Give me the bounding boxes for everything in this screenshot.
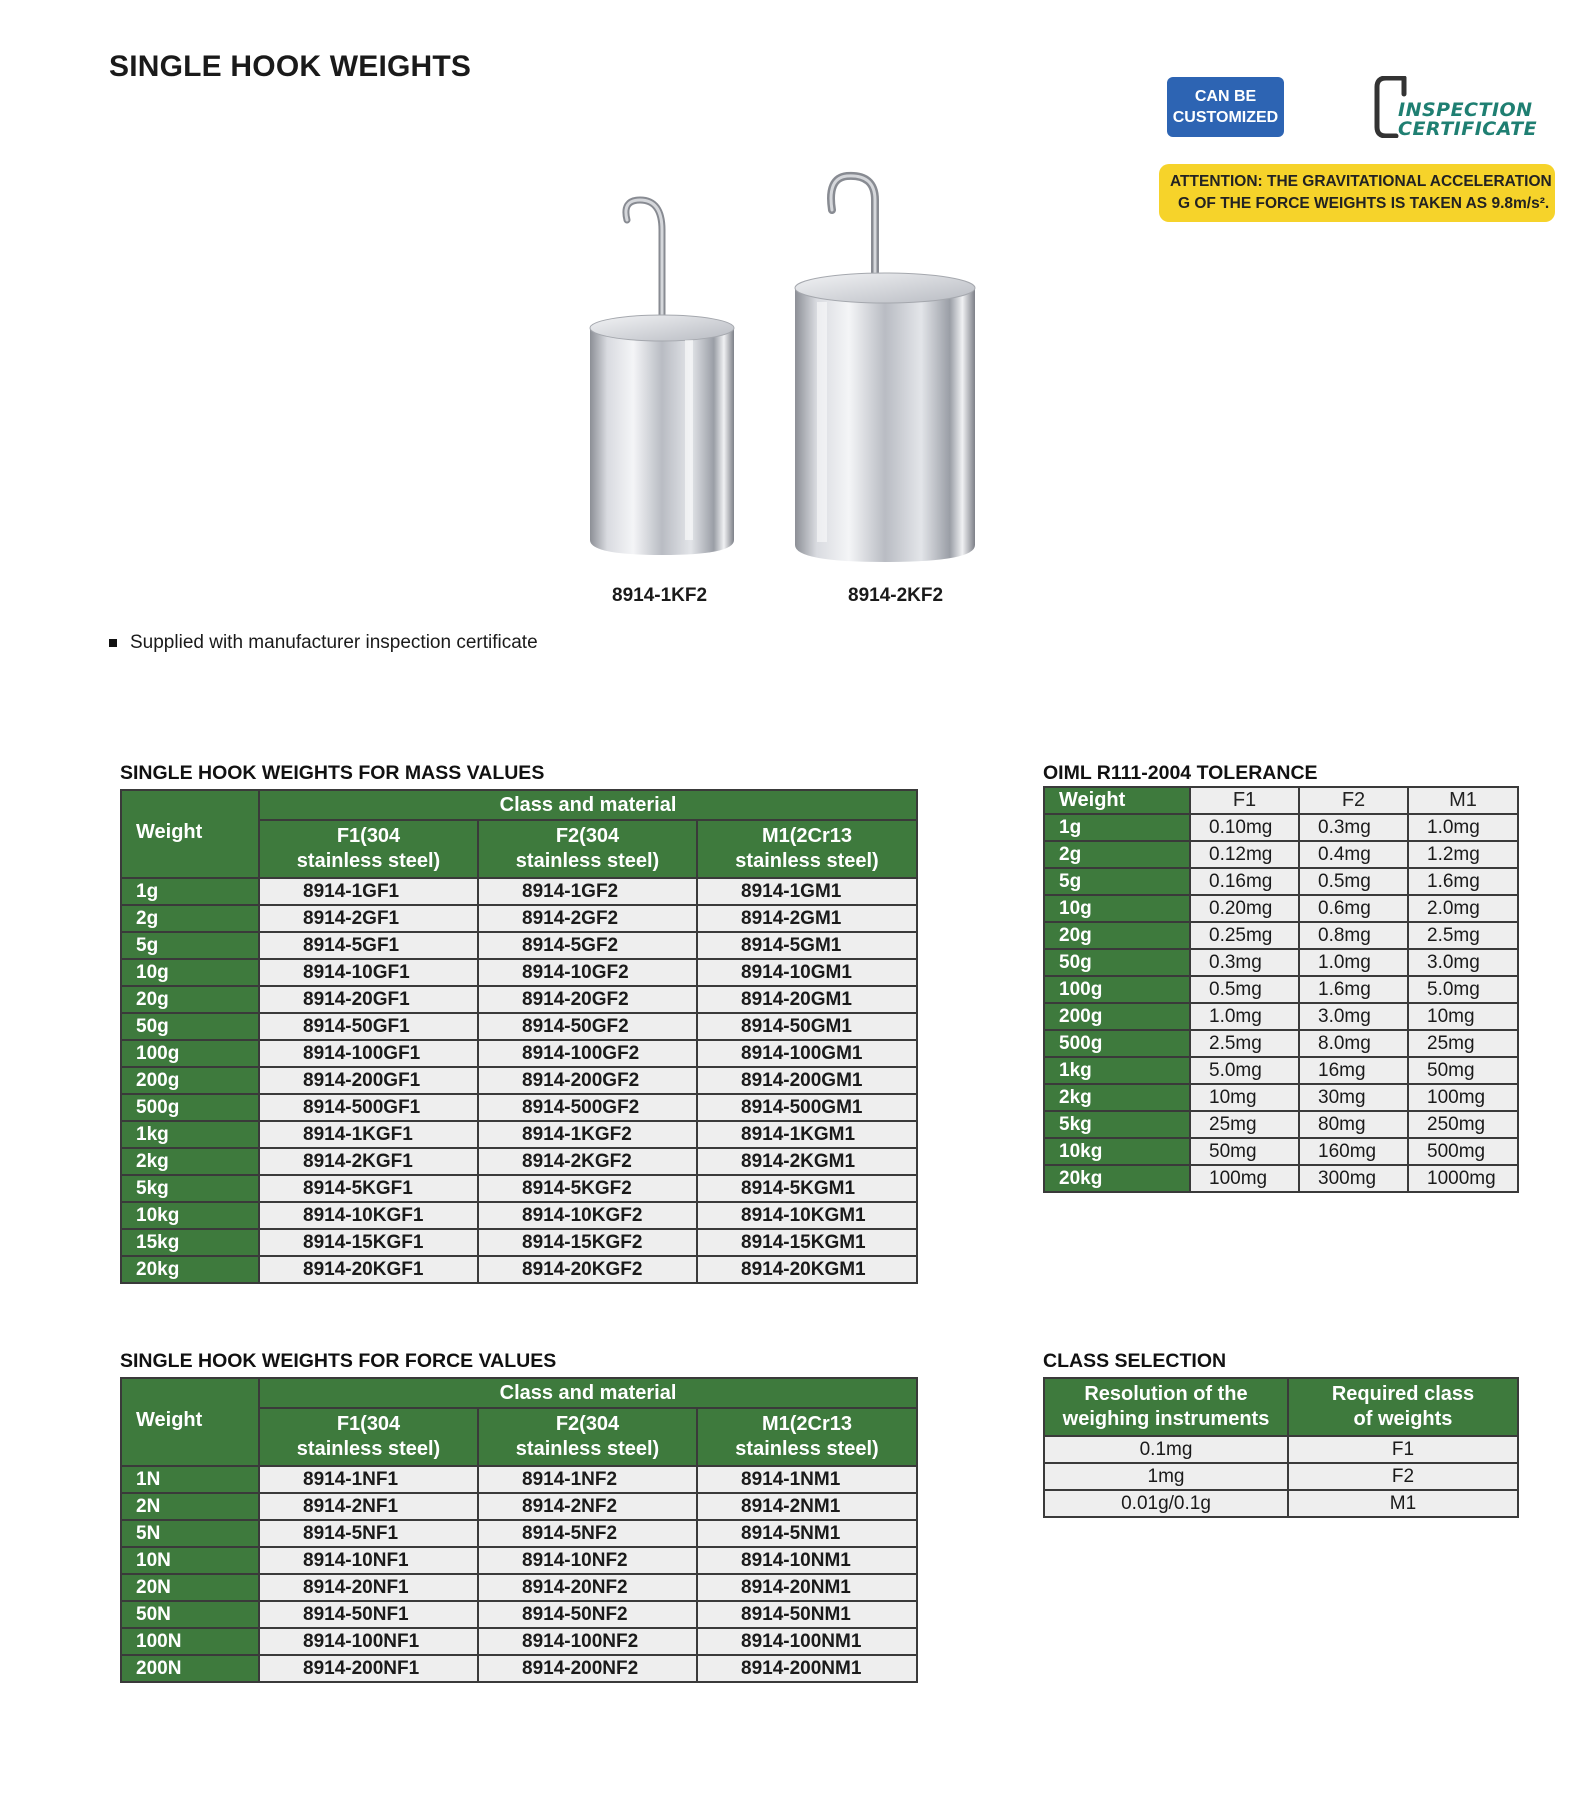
tolerance-m1-cell: 10mg xyxy=(1408,1003,1518,1030)
inspection-certificate-logo xyxy=(1374,76,1556,138)
table-row xyxy=(1044,1138,1518,1165)
weight-cell: 10kg xyxy=(121,1202,259,1229)
tolerance-f1-cell: 0.16mg xyxy=(1190,868,1299,895)
table-row xyxy=(121,1520,917,1547)
tolerance-f1-cell: 2.5mg xyxy=(1190,1030,1299,1057)
f2-code-cell: 8914-100NF2 xyxy=(478,1628,697,1655)
f2-code-cell: 8914-5NF2 xyxy=(478,1520,697,1547)
class-material-header: Class and material xyxy=(259,1378,917,1408)
f1-column-header: F1(304 stainless steel) xyxy=(259,1408,478,1466)
tolerance-f2-cell: 8.0mg xyxy=(1299,1030,1408,1057)
tolerance-f2-cell: 80mg xyxy=(1299,1111,1408,1138)
large-hook-weight xyxy=(795,176,975,562)
tolerance-f2-cell: 0.4mg xyxy=(1299,841,1408,868)
m1-code-cell: 8914-200GM1 xyxy=(697,1067,917,1094)
weight-cell: 5g xyxy=(121,932,259,959)
f2-code-cell: 8914-2KGF2 xyxy=(478,1148,697,1175)
tolerance-m1-cell: 1000mg xyxy=(1408,1165,1518,1192)
table-row xyxy=(1044,976,1518,1003)
page-title: SINGLE HOOK WEIGHTS xyxy=(109,50,472,83)
table-row xyxy=(1044,895,1518,922)
f2-code-cell: 8914-15KGF2 xyxy=(478,1229,697,1256)
tolerance-table-title: OIML R111-2004 TOLERANCE xyxy=(1043,762,1318,784)
weight-cell: 100N xyxy=(121,1628,259,1655)
m1-code-cell: 8914-1KGM1 xyxy=(697,1121,917,1148)
resolution-cell: 1mg xyxy=(1044,1463,1288,1490)
f1-code-cell: 8914-5GF1 xyxy=(259,932,478,959)
weight-cell: 50N xyxy=(121,1601,259,1628)
tolerance-weight-cell: 2g xyxy=(1044,841,1190,868)
m1-code-cell: 8914-50NM1 xyxy=(697,1601,917,1628)
tolerance-f2-cell: 0.3mg xyxy=(1299,814,1408,841)
f2-code-cell: 8914-5GF2 xyxy=(478,932,697,959)
table-row xyxy=(121,1256,917,1283)
weight-cell: 20N xyxy=(121,1574,259,1601)
tolerance-f1-cell: 0.20mg xyxy=(1190,895,1299,922)
table-row xyxy=(1044,1490,1518,1517)
f2-code-cell: 8914-200NF2 xyxy=(478,1655,697,1682)
tolerance-weight-cell: 2kg xyxy=(1044,1084,1190,1111)
weight-cell: 200N xyxy=(121,1655,259,1682)
product-caption-small: 8914-1KF2 xyxy=(612,585,708,606)
attention-line-1: ATTENTION: THE GRAVITATIONAL ACCELERATION xyxy=(1170,173,1552,190)
f2-code-cell: 8914-10GF2 xyxy=(478,959,697,986)
f2-column-header: F2(304 stainless steel) xyxy=(478,1408,697,1466)
tolerance-weight-cell: 20kg xyxy=(1044,1165,1190,1192)
table-row xyxy=(1044,1165,1518,1192)
table-row xyxy=(121,1202,917,1229)
tolerance-weight-cell: 5kg xyxy=(1044,1111,1190,1138)
tolerance-m1-cell: 2.5mg xyxy=(1408,922,1518,949)
tolerance-f1-cell: 0.12mg xyxy=(1190,841,1299,868)
f1-code-cell: 8914-2KGF1 xyxy=(259,1148,478,1175)
tolerance-f1-cell: 100mg xyxy=(1190,1165,1299,1192)
tolerance-f1-cell: 0.10mg xyxy=(1190,814,1299,841)
class-selection-title: CLASS SELECTION xyxy=(1043,1350,1227,1372)
f2-code-cell: 8914-5KGF2 xyxy=(478,1175,697,1202)
f1-code-cell: 8914-200NF1 xyxy=(259,1655,478,1682)
tolerance-f1-cell: 0.25mg xyxy=(1190,922,1299,949)
tolerance-f1-header: F1 xyxy=(1190,787,1299,814)
weight-cell: 2kg xyxy=(121,1148,259,1175)
f2-code-cell: 8914-20NF2 xyxy=(478,1574,697,1601)
weight-cell: 1N xyxy=(121,1466,259,1493)
tolerance-f1-cell: 1.0mg xyxy=(1190,1003,1299,1030)
tolerance-f2-cell: 0.8mg xyxy=(1299,922,1408,949)
weight-cell: 1g xyxy=(121,878,259,905)
f2-code-cell: 8914-200GF2 xyxy=(478,1067,697,1094)
tolerance-m1-cell: 25mg xyxy=(1408,1030,1518,1057)
m1-code-cell: 8914-20KGM1 xyxy=(697,1256,917,1283)
f1-code-cell: 8914-200GF1 xyxy=(259,1067,478,1094)
f1-code-cell: 8914-15KGF1 xyxy=(259,1229,478,1256)
f1-code-cell: 8914-5NF1 xyxy=(259,1520,478,1547)
weight-cell: 50g xyxy=(121,1013,259,1040)
tolerance-f1-cell: 0.5mg xyxy=(1190,976,1299,1003)
m1-code-cell: 8914-500GM1 xyxy=(697,1094,917,1121)
certificate-logo-line-2: CERTIFICATE xyxy=(1398,118,1538,140)
table-row xyxy=(1044,814,1518,841)
f1-code-cell: 8914-10NF1 xyxy=(259,1547,478,1574)
f1-code-cell: 8914-1GF1 xyxy=(259,878,478,905)
force-table-title: SINGLE HOOK WEIGHTS FOR FORCE VALUES xyxy=(120,1350,557,1372)
table-row xyxy=(121,905,917,932)
weight-column-header: Weight xyxy=(121,1378,259,1466)
f1-code-cell: 8914-500GF1 xyxy=(259,1094,478,1121)
tolerance-f1-cell: 5.0mg xyxy=(1190,1057,1299,1084)
f2-code-cell: 8914-1KGF2 xyxy=(478,1121,697,1148)
m1-code-cell: 8914-200NM1 xyxy=(697,1655,917,1682)
f2-code-cell: 8914-2NF2 xyxy=(478,1493,697,1520)
weight-cell: 2N xyxy=(121,1493,259,1520)
tolerance-f1-cell: 25mg xyxy=(1190,1111,1299,1138)
tolerance-m1-cell: 1.0mg xyxy=(1408,814,1518,841)
m1-code-cell: 8914-10NM1 xyxy=(697,1547,917,1574)
force-values-table xyxy=(120,1377,918,1683)
tolerance-f2-cell: 16mg xyxy=(1299,1057,1408,1084)
m1-code-cell: 8914-5NM1 xyxy=(697,1520,917,1547)
f1-code-cell: 8914-1KGF1 xyxy=(259,1121,478,1148)
tolerance-weight-cell: 1g xyxy=(1044,814,1190,841)
table-row xyxy=(121,1013,917,1040)
table-row xyxy=(121,986,917,1013)
m1-code-cell: 8914-1NM1 xyxy=(697,1466,917,1493)
f1-code-cell: 8914-50NF1 xyxy=(259,1601,478,1628)
mass-values-table xyxy=(120,789,918,1284)
f2-code-cell: 8914-50GF2 xyxy=(478,1013,697,1040)
table-row xyxy=(1044,1084,1518,1111)
m1-code-cell: 8914-10GM1 xyxy=(697,959,917,986)
bullet-square-icon xyxy=(109,639,117,647)
resolution-header: Resolution of the weighing instruments xyxy=(1044,1378,1288,1436)
tolerance-f2-cell: 0.5mg xyxy=(1299,868,1408,895)
tolerance-f2-cell: 300mg xyxy=(1299,1165,1408,1192)
weight-cell: 200g xyxy=(121,1067,259,1094)
tolerance-m1-cell: 500mg xyxy=(1408,1138,1518,1165)
weight-cell: 20g xyxy=(121,986,259,1013)
tolerance-m1-cell: 100mg xyxy=(1408,1084,1518,1111)
table-row xyxy=(121,1601,917,1628)
product-photo xyxy=(585,170,1005,570)
tolerance-weight-header: Weight xyxy=(1044,787,1190,814)
class-material-header: Class and material xyxy=(259,790,917,820)
weight-column-header: Weight xyxy=(121,790,259,878)
table-row xyxy=(121,1094,917,1121)
tolerance-m1-cell: 250mg xyxy=(1408,1111,1518,1138)
m1-column-header: M1(2Cr13 stainless steel) xyxy=(697,1408,917,1466)
table-row xyxy=(1044,1003,1518,1030)
weight-cell: 5kg xyxy=(121,1175,259,1202)
table-row xyxy=(121,1628,917,1655)
table-row xyxy=(1044,1436,1518,1463)
required-class-cell: M1 xyxy=(1288,1490,1518,1517)
weight-cell: 100g xyxy=(121,1040,259,1067)
f1-column-header: F1(304 stainless steel) xyxy=(259,820,478,878)
f1-code-cell: 8914-10GF1 xyxy=(259,959,478,986)
weight-cell: 20kg xyxy=(121,1256,259,1283)
feature-bullet xyxy=(109,632,538,654)
tolerance-f2-cell: 1.0mg xyxy=(1299,949,1408,976)
attention-line-2: G OF THE FORCE WEIGHTS IS TAKEN AS 9.8m/s². xyxy=(1178,195,1550,212)
table-row xyxy=(121,878,917,905)
f1-code-cell: 8914-5KGF1 xyxy=(259,1175,478,1202)
f2-code-cell: 8914-50NF2 xyxy=(478,1601,697,1628)
tolerance-weight-cell: 50g xyxy=(1044,949,1190,976)
table-row xyxy=(121,1148,917,1175)
m1-code-cell: 8914-100GM1 xyxy=(697,1040,917,1067)
tolerance-weight-cell: 10g xyxy=(1044,895,1190,922)
f2-code-cell: 8914-500GF2 xyxy=(478,1094,697,1121)
tolerance-f2-cell: 0.6mg xyxy=(1299,895,1408,922)
weight-cell: 15kg xyxy=(121,1229,259,1256)
table-row xyxy=(121,1547,917,1574)
table-row xyxy=(1044,1111,1518,1138)
tolerance-m1-cell: 2.0mg xyxy=(1408,895,1518,922)
f1-code-cell: 8914-1NF1 xyxy=(259,1466,478,1493)
table-row xyxy=(121,1175,917,1202)
f1-code-cell: 8914-2NF1 xyxy=(259,1493,478,1520)
table-row xyxy=(121,1040,917,1067)
tolerance-weight-cell: 5g xyxy=(1044,868,1190,895)
weight-cell: 5N xyxy=(121,1520,259,1547)
tolerance-m1-cell: 3.0mg xyxy=(1408,949,1518,976)
table-row xyxy=(121,932,917,959)
f1-code-cell: 8914-20KGF1 xyxy=(259,1256,478,1283)
feature-text: Supplied with manufacturer inspection certificate xyxy=(130,632,538,653)
resolution-cell: 0.01g/0.1g xyxy=(1044,1490,1288,1517)
small-hook-weight xyxy=(590,200,734,555)
tolerance-f2-cell: 1.6mg xyxy=(1299,976,1408,1003)
weight-cell: 2g xyxy=(121,905,259,932)
mass-table-title: SINGLE HOOK WEIGHTS FOR MASS VALUES xyxy=(120,762,545,784)
f2-code-cell: 8914-20GF2 xyxy=(478,986,697,1013)
table-row xyxy=(1044,868,1518,895)
m1-code-cell: 8914-20NM1 xyxy=(697,1574,917,1601)
m1-code-cell: 8914-10KGM1 xyxy=(697,1202,917,1229)
class-selection-table xyxy=(1043,1377,1519,1518)
f2-code-cell: 8914-10NF2 xyxy=(478,1547,697,1574)
f2-code-cell: 8914-1GF2 xyxy=(478,878,697,905)
tolerance-table xyxy=(1043,786,1519,1193)
m1-code-cell: 8914-50GM1 xyxy=(697,1013,917,1040)
tolerance-weight-cell: 100g xyxy=(1044,976,1190,1003)
tolerance-weight-cell: 500g xyxy=(1044,1030,1190,1057)
tolerance-f1-cell: 10mg xyxy=(1190,1084,1299,1111)
m1-code-cell: 8914-20GM1 xyxy=(697,986,917,1013)
m1-code-cell: 8914-2KGM1 xyxy=(697,1148,917,1175)
f2-code-cell: 8914-2GF2 xyxy=(478,905,697,932)
certificate-logo-line-1: INSPECTION xyxy=(1398,99,1533,121)
tolerance-m1-header: M1 xyxy=(1408,787,1518,814)
required-class-cell: F2 xyxy=(1288,1463,1518,1490)
table-row xyxy=(1044,922,1518,949)
f1-code-cell: 8914-20GF1 xyxy=(259,986,478,1013)
tolerance-m1-cell: 1.2mg xyxy=(1408,841,1518,868)
resolution-cell: 0.1mg xyxy=(1044,1436,1288,1463)
required-class-header: Required class of weights xyxy=(1288,1378,1518,1436)
weight-cell: 500g xyxy=(121,1094,259,1121)
weight-cell: 10N xyxy=(121,1547,259,1574)
m1-code-cell: 8914-1GM1 xyxy=(697,878,917,905)
f2-code-cell: 8914-100GF2 xyxy=(478,1040,697,1067)
tolerance-f2-cell: 30mg xyxy=(1299,1084,1408,1111)
table-row xyxy=(1044,841,1518,868)
tolerance-m1-cell: 5.0mg xyxy=(1408,976,1518,1003)
m1-code-cell: 8914-5KGM1 xyxy=(697,1175,917,1202)
tolerance-weight-cell: 1kg xyxy=(1044,1057,1190,1084)
table-row xyxy=(121,1574,917,1601)
required-class-cell: F1 xyxy=(1288,1436,1518,1463)
table-row xyxy=(1044,1030,1518,1057)
table-row xyxy=(1044,949,1518,976)
customizable-badge xyxy=(1167,77,1284,137)
tolerance-m1-cell: 1.6mg xyxy=(1408,868,1518,895)
table-row xyxy=(121,1493,917,1520)
product-caption-large: 8914-2KF2 xyxy=(848,585,944,606)
tolerance-weight-cell: 10kg xyxy=(1044,1138,1190,1165)
m1-code-cell: 8914-5GM1 xyxy=(697,932,917,959)
table-row xyxy=(121,1229,917,1256)
f2-column-header: F2(304 stainless steel) xyxy=(478,820,697,878)
tolerance-m1-cell: 50mg xyxy=(1408,1057,1518,1084)
table-row xyxy=(121,1067,917,1094)
badge-line-1: CAN BE xyxy=(1194,88,1257,105)
f2-code-cell: 8914-10KGF2 xyxy=(478,1202,697,1229)
tolerance-weight-cell: 200g xyxy=(1044,1003,1190,1030)
m1-code-cell: 8914-2GM1 xyxy=(697,905,917,932)
tolerance-f2-cell: 160mg xyxy=(1299,1138,1408,1165)
f1-code-cell: 8914-50GF1 xyxy=(259,1013,478,1040)
tolerance-f1-cell: 50mg xyxy=(1190,1138,1299,1165)
table-row xyxy=(121,1655,917,1682)
attention-banner xyxy=(1159,164,1555,222)
f1-code-cell: 8914-100NF1 xyxy=(259,1628,478,1655)
weight-cell: 10g xyxy=(121,959,259,986)
tolerance-f2-cell: 3.0mg xyxy=(1299,1003,1408,1030)
badge-line-2: CUSTOMIZED xyxy=(1172,109,1279,126)
tolerance-f2-header: F2 xyxy=(1299,787,1408,814)
f1-code-cell: 8914-10KGF1 xyxy=(259,1202,478,1229)
f1-code-cell: 8914-2GF1 xyxy=(259,905,478,932)
tolerance-weight-cell: 20g xyxy=(1044,922,1190,949)
tolerance-f1-cell: 0.3mg xyxy=(1190,949,1299,976)
m1-code-cell: 8914-2NM1 xyxy=(697,1493,917,1520)
table-row xyxy=(121,959,917,986)
f1-code-cell: 8914-20NF1 xyxy=(259,1574,478,1601)
f2-code-cell: 8914-1NF2 xyxy=(478,1466,697,1493)
f2-code-cell: 8914-20KGF2 xyxy=(478,1256,697,1283)
f1-code-cell: 8914-100GF1 xyxy=(259,1040,478,1067)
table-row xyxy=(121,1121,917,1148)
m1-column-header: M1(2Cr13 stainless steel) xyxy=(697,820,917,878)
table-row xyxy=(1044,1463,1518,1490)
table-row xyxy=(121,1466,917,1493)
m1-code-cell: 8914-15KGM1 xyxy=(697,1229,917,1256)
m1-code-cell: 8914-100NM1 xyxy=(697,1628,917,1655)
weight-cell: 1kg xyxy=(121,1121,259,1148)
table-row xyxy=(1044,1057,1518,1084)
